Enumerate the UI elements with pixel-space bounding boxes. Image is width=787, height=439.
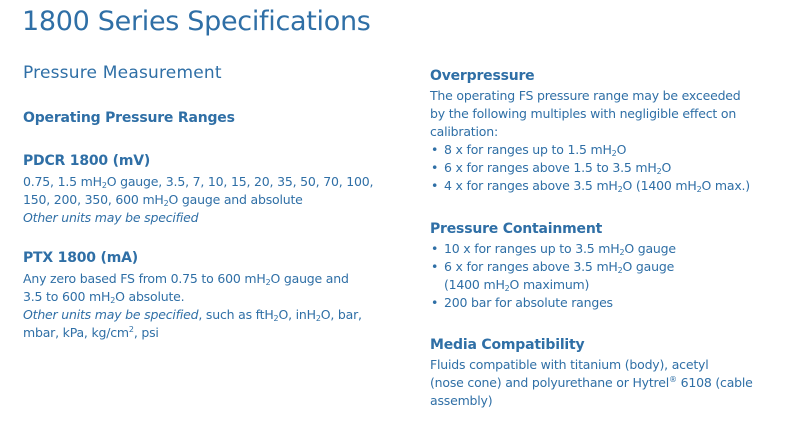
ptx-line-1: Any zero based FS from 0.75 to 600 $mH_2O$ gauge and bbox=[23, 271, 349, 287]
pdcr-note: Other units may be specified bbox=[23, 210, 199, 225]
list-item: • 6 x for ranges above 1.5 to 3.5 $mH_2O$ bbox=[431, 160, 672, 176]
ptx-ranges-text bbox=[23, 270, 362, 342]
ptx-line-2: 3.5 to 600 $mH_2O$ absolute. bbox=[23, 289, 185, 305]
ptx-line-4: mbar, kPa, $kg/cm^2$, psi bbox=[23, 325, 159, 340]
containment-list bbox=[430, 240, 676, 312]
overpressure-line-1: The operating FS pressure range may be exceeded bbox=[430, 88, 741, 103]
ptx-heading: PTX 1800 (mA) bbox=[23, 250, 138, 266]
overpressure-line-2: by the following multiples with negligible effect on bbox=[430, 106, 737, 121]
media-line-2: (nose cone) and polyurethane or Hytrel® 6108 (cable bbox=[430, 375, 753, 390]
overpressure-text bbox=[430, 87, 741, 141]
pdcr-line-2: 150, 200, 350, 600 $mH_2O$ gauge and absolute bbox=[23, 192, 303, 208]
list-item: • 10 x for ranges up to 3.5 $mH_2O$ gauge bbox=[431, 241, 676, 257]
overpressure-heading: Overpressure bbox=[430, 68, 535, 84]
pdcr-line-1: 0.75, 1.5 $mH_2O$ gauge, 3.5, 7, 10, 15, 20, 35, 50, 70, 100, bbox=[23, 174, 374, 190]
containment-item-2-continued: (1400 $mH_2O$ maximum) bbox=[444, 277, 590, 293]
pdcr-ranges-text bbox=[23, 173, 373, 227]
list-item: • 6 x for ranges above 3.5 $mH_2O$ gauge (1400 $mH_2O$ maximum) bbox=[431, 259, 675, 293]
list-item: • 4 x for ranges above 3.5 $mH_2O$ (1400 $mH_2O$ max.) bbox=[431, 178, 750, 194]
bullet-icon: • bbox=[431, 142, 439, 157]
page-title: 1800 Series Specifications bbox=[22, 6, 371, 37]
operating-pressure-ranges-heading: Operating Pressure Ranges bbox=[23, 110, 235, 126]
bullet-icon: • bbox=[431, 259, 439, 274]
bullet-icon: • bbox=[431, 241, 439, 256]
pdcr-heading: PDCR 1800 (mV) bbox=[23, 153, 151, 169]
media-line-1: Fluids compatible with titanium (body), acetyl bbox=[430, 357, 709, 372]
overpressure-line-3: calibration: bbox=[430, 124, 498, 139]
list-item: • 200 bar for absolute ranges bbox=[431, 295, 613, 310]
bullet-icon: • bbox=[431, 295, 439, 310]
list-item: • 8 x for ranges up to 1.5 $mH_2O$ bbox=[431, 142, 627, 158]
bullet-icon: • bbox=[431, 160, 439, 175]
media-compatibility-heading: Media Compatibility bbox=[430, 337, 585, 353]
media-compatibility-text bbox=[430, 356, 753, 410]
bullet-icon: • bbox=[431, 178, 439, 193]
ptx-line-3: Other units may be specified, such as ftH$_2$O, inH$_2$O, bar, bbox=[23, 307, 362, 323]
overpressure-list bbox=[430, 141, 750, 195]
media-line-3: assembly) bbox=[430, 393, 493, 408]
pressure-containment-heading: Pressure Containment bbox=[430, 221, 603, 237]
pressure-measurement-heading: Pressure Measurement bbox=[23, 63, 222, 83]
